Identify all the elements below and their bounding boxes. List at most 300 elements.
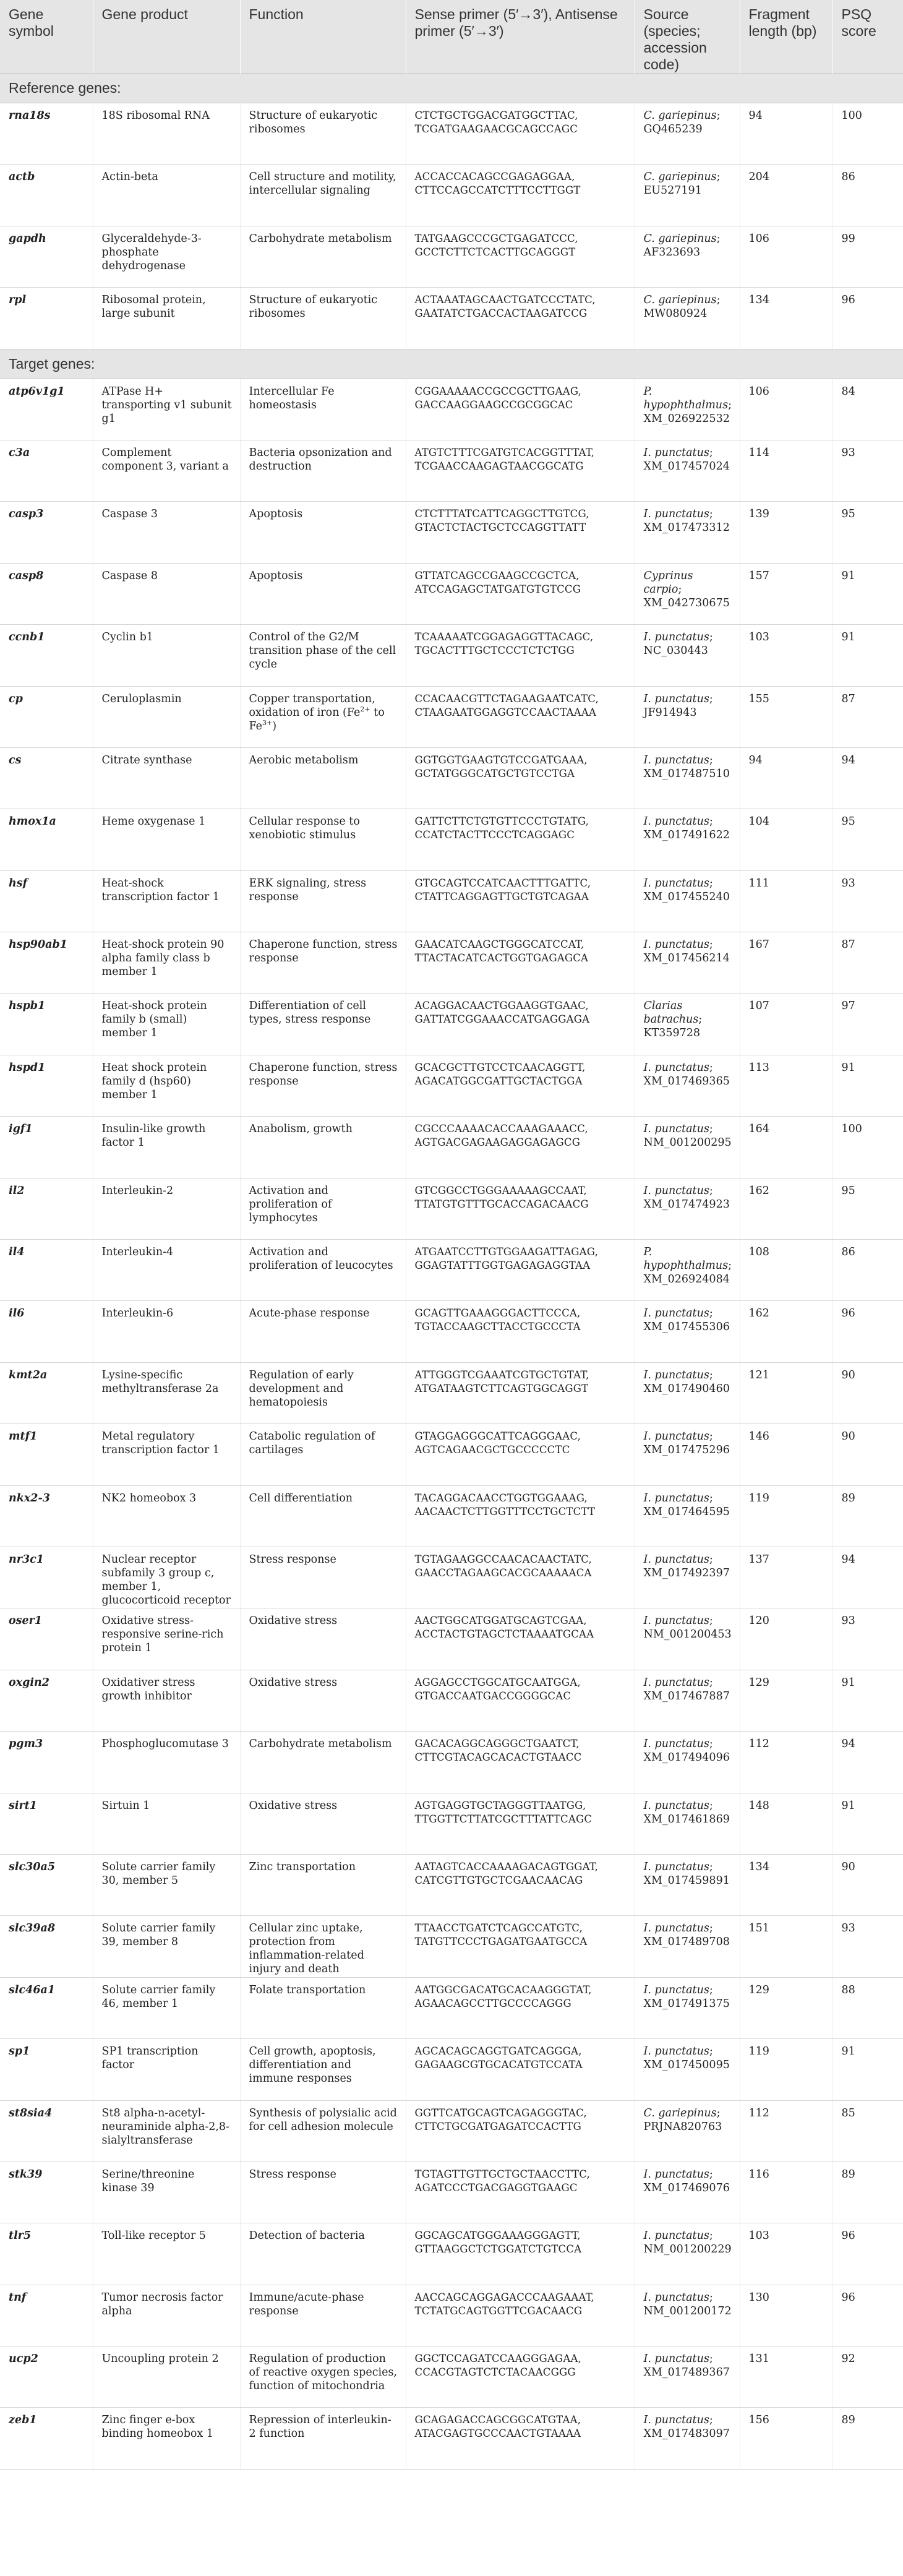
gene-function: Chaperone function, stress response xyxy=(240,932,406,994)
table-row xyxy=(0,288,903,349)
gene-function: Synthesis of polysialic acid for cell adhesion molecule xyxy=(240,2100,406,2162)
sense-primer: GTTATCAGCCGAAGCCGCTCA, xyxy=(414,569,580,582)
gene-function: Cell structure and motility, intercellular signaling xyxy=(240,165,406,226)
table-row xyxy=(0,809,903,870)
fragment-length: 94 xyxy=(740,103,832,165)
source-species: C. gariepinus xyxy=(643,171,717,184)
gene-product: Citrate synthase xyxy=(93,747,240,809)
source: C. gariepinus; AF323693 xyxy=(635,226,740,287)
psq-score: 97 xyxy=(832,994,903,1055)
header-psq-score: PSQ score xyxy=(832,0,903,74)
fragment-length: 148 xyxy=(740,1793,832,1854)
gene-symbol: actb xyxy=(0,165,93,226)
sense-primer: AGGAGCCTGGCATGCAATGGA, xyxy=(414,1676,581,1688)
sense-primer: TACAGGACAACCTGGTGGAAAG, xyxy=(414,1492,588,1504)
sense-primer: AATGGCGACATGCACAAGGGTAT, xyxy=(414,1983,592,1996)
antisense-primer: TGCACTTTGCTCCCTCTCTGG xyxy=(414,645,575,657)
source: C. gariepinus; PRJNA820763 xyxy=(635,2100,740,2162)
source: C. gariepinus; GQ465239 xyxy=(635,103,740,165)
header-row xyxy=(0,0,903,74)
gene-symbol: casp8 xyxy=(0,563,93,624)
source: Cyprinus carpio; XM_042730675 xyxy=(635,563,740,624)
table-row xyxy=(0,2100,903,2162)
table-row xyxy=(0,1670,903,1731)
antisense-primer: GGAGTATTTGGTGAGAGAGGTAA xyxy=(414,1260,591,1272)
gene-function: Activation and proliferation of lymphocytes xyxy=(240,1178,406,1239)
gene-function: Anabolism, growth xyxy=(240,1117,406,1178)
source-accession: XM_017487510 xyxy=(643,767,730,780)
gene-product: Glyceraldehyde-3-phosphate dehydrogenase xyxy=(93,226,240,287)
source-accession: XM_026924084 xyxy=(643,1273,730,1286)
source-species: I. punctatus xyxy=(643,1492,709,1505)
primer-pair xyxy=(406,1485,635,1547)
psq-score: 94 xyxy=(832,747,903,809)
psq-score: 84 xyxy=(832,379,903,440)
table-row xyxy=(0,563,903,624)
sense-primer: GCACGCTTGTCCTCAACAGGTT, xyxy=(414,1061,586,1073)
antisense-primer: AGAACAGCCTTGCCCCAGGG xyxy=(414,1997,571,2009)
source-species: I. punctatus xyxy=(643,1983,709,1996)
section-row-reference xyxy=(0,74,903,103)
gene-product: Heme oxygenase 1 xyxy=(93,809,240,870)
primer-pair xyxy=(406,1362,635,1423)
source-species: Cyprinus carpio xyxy=(643,569,693,596)
sense-primer: GGCAGCATGGGAAAGGGAGTT, xyxy=(414,2230,581,2242)
gene-product: NK2 homeobox 3 xyxy=(93,1485,240,1547)
source-species: I. punctatus xyxy=(643,631,709,644)
table-row xyxy=(0,625,903,686)
gene-function: Oxidative stress xyxy=(240,1793,406,1854)
psq-score: 96 xyxy=(832,1301,903,1362)
fragment-length: 104 xyxy=(740,809,832,870)
gene-symbol: gapdh xyxy=(0,226,93,287)
primer-pair xyxy=(406,1424,635,1485)
source-species: I. punctatus xyxy=(643,938,709,951)
source-species: I. punctatus xyxy=(643,1676,709,1689)
gene-product: Insulin-like growth factor 1 xyxy=(93,1117,240,1178)
gene-function: Copper transportation, oxidation of iron ($Fe^{2+}$ to $Fe^{3+}$) xyxy=(240,686,406,747)
antisense-primer: CTTCCAGCCATCTTTCCTTGGT xyxy=(414,184,581,197)
sense-primer: TGTAGTTGTTGCTGCTAACCTTC, xyxy=(414,2168,590,2180)
source-accession: KT359728 xyxy=(643,1027,701,1040)
table-row xyxy=(0,1608,903,1670)
fragment-length: 106 xyxy=(740,226,832,287)
gene-product: Caspase 3 xyxy=(93,502,240,563)
gene-product: SP1 transcription factor xyxy=(93,2039,240,2100)
primer-pair xyxy=(406,379,635,440)
primer-pair xyxy=(406,2285,635,2346)
fragment-length: 114 xyxy=(740,440,832,501)
antisense-primer: AACAACTCTTGGTTTCCTGCTCTT xyxy=(414,1505,596,1518)
source: I. punctatus; XM_017491622 xyxy=(635,809,740,870)
psq-score: 96 xyxy=(832,288,903,349)
antisense-primer: GTGACCAATGACCGGGGCAC xyxy=(414,1689,571,1702)
sense-primer: ACCACCACAGCCGAGAGGAA, xyxy=(414,171,575,183)
antisense-primer: AGTCAGAACGCTGCCCCCTC xyxy=(414,1444,570,1456)
primer-pair xyxy=(406,1178,635,1239)
source-accession: NM_001200229 xyxy=(643,2243,732,2256)
sense-primer: ATTGGGTCGAAATCGTGCTGTAT, xyxy=(414,1368,589,1381)
gene-symbol: il4 xyxy=(0,1240,93,1301)
antisense-primer: GATTATCGGAAACCATGAGGAGA xyxy=(414,1013,590,1026)
sense-primer: TGTAGAAGGCCAACACAACTATC, xyxy=(414,1553,592,1565)
source: I. punctatus; XM_017475296 xyxy=(635,1424,740,1485)
gene-symbol: mtf1 xyxy=(0,1424,93,1485)
psq-score: 92 xyxy=(832,2346,903,2408)
source-accession: XM_017461869 xyxy=(643,1813,730,1826)
gene-function: Activation and proliferation of leucocytes xyxy=(240,1240,406,1301)
source-species: I. punctatus xyxy=(643,1184,709,1197)
fragment-length: 112 xyxy=(740,2100,832,2162)
psq-score: 94 xyxy=(832,1547,903,1608)
gene-function: Apoptosis xyxy=(240,502,406,563)
gene-product: Metal regulatory transcription factor 1 xyxy=(93,1424,240,1485)
table-row xyxy=(0,870,903,932)
source: I. punctatus; XM_017490460 xyxy=(635,1362,740,1423)
source: P. hypophthalmus; XM_026924084 xyxy=(635,1240,740,1301)
source-accession: XM_017457024 xyxy=(643,460,730,473)
source-accession: XM_017455306 xyxy=(643,1321,730,1334)
table-row xyxy=(0,1178,903,1239)
antisense-primer: TCGATGAAGAACGCAGCCAGC xyxy=(414,123,578,135)
gene-symbol: slc39a8 xyxy=(0,1916,93,1977)
gene-symbol: kmt2a xyxy=(0,1362,93,1423)
psq-score: 99 xyxy=(832,226,903,287)
source-accession: XM_017459891 xyxy=(643,1874,730,1887)
sense-primer: ACAGGACAACTGGAAGGTGAAC, xyxy=(414,1000,589,1012)
primer-pair xyxy=(406,1240,635,1301)
table-row xyxy=(0,502,903,563)
fragment-length: 129 xyxy=(740,1977,832,2038)
primer-pair xyxy=(406,809,635,870)
table-row xyxy=(0,1240,903,1301)
gene-symbol: tnf xyxy=(0,2285,93,2346)
table-row xyxy=(0,686,903,747)
psq-score: 91 xyxy=(832,1670,903,1731)
fragment-length: 131 xyxy=(740,2346,832,2408)
gene-symbol: st8sia4 xyxy=(0,2100,93,2162)
table-row xyxy=(0,1854,903,1915)
source-accession: PRJNA820763 xyxy=(643,2120,722,2133)
sense-primer: GATTCTTCTGTGTTCCCTGTATG, xyxy=(414,815,589,828)
section-row-target xyxy=(0,349,903,379)
source-accession: XM_017473312 xyxy=(643,522,730,535)
primer-pair xyxy=(406,1547,635,1608)
antisense-primer: AGACATGGCGATTGCTACTGGA xyxy=(414,1075,583,1087)
psq-score: 87 xyxy=(832,686,903,747)
gene-symbol: igf1 xyxy=(0,1117,93,1178)
source: I. punctatus; XM_017492397 xyxy=(635,1547,740,1608)
antisense-primer: GCCTCTTCTCACTTGCAGGGT xyxy=(414,246,576,258)
gene-function: Stress response xyxy=(240,1547,406,1608)
source-accession: XM_017464595 xyxy=(643,1505,730,1518)
source: I. punctatus; XM_017483097 xyxy=(635,2408,740,2469)
gene-symbol: hspd1 xyxy=(0,1055,93,1116)
fragment-length: 139 xyxy=(740,502,832,563)
gene-symbol: atp6v1g1 xyxy=(0,379,93,440)
source: I. punctatus; NM_001200295 xyxy=(635,1117,740,1178)
primer-pair xyxy=(406,1732,635,1793)
source-accession: XM_017475296 xyxy=(643,1444,730,1457)
gene-product: Oxidativer stress growth inhibitor xyxy=(93,1670,240,1731)
sense-primer: AATAGTCACCAAAAGACAGTGGAT, xyxy=(414,1860,599,1873)
gene-product: Uncoupling protein 2 xyxy=(93,2346,240,2408)
psq-score: 93 xyxy=(832,1608,903,1670)
gene-product: Serine/threonine kinase 39 xyxy=(93,2162,240,2223)
source-species: I. punctatus xyxy=(643,753,709,766)
source: I. punctatus; NC_030443 xyxy=(635,625,740,686)
source-accession: XM_017494096 xyxy=(643,1751,730,1764)
primer-pair xyxy=(406,2100,635,2162)
table-body xyxy=(0,74,903,2470)
antisense-primer: GAACCTAGAAGCACGCAAAAACA xyxy=(414,1566,592,1579)
gene-symbol: hsf xyxy=(0,870,93,932)
sense-primer: CGGAAAAACCGCCGCTTGAAG, xyxy=(414,385,582,397)
source: I. punctatus; XM_017467887 xyxy=(635,1670,740,1731)
gene-product: Interleukin-4 xyxy=(93,1240,240,1301)
source-accession: XM_017450095 xyxy=(643,2059,730,2072)
gene-symbol: rpl xyxy=(0,288,93,349)
gene-symbol: ccnb1 xyxy=(0,625,93,686)
gene-product: Nuclear receptor subfamily 3 group c, member 1, glucocorticoid receptor xyxy=(93,1547,240,1608)
source-accession: XM_017491622 xyxy=(643,829,730,842)
sense-primer: GTCGGCCTGGGAAAAAGCCAAT, xyxy=(414,1184,587,1196)
gene-product: Sirtuin 1 xyxy=(93,1793,240,1854)
gene-function: Intercellular Fe homeostasis xyxy=(240,379,406,440)
source: I. punctatus; XM_017461869 xyxy=(635,1793,740,1854)
primer-pair xyxy=(406,1301,635,1362)
gene-symbol: stk39 xyxy=(0,2162,93,2223)
table-row xyxy=(0,1055,903,1116)
sense-primer: TATGAAGCCCGCTGAGATCCC, xyxy=(414,232,578,244)
fragment-length: 146 xyxy=(740,1424,832,1485)
source-species: I. punctatus xyxy=(643,1307,709,1320)
gene-function: Catabolic regulation of cartilages xyxy=(240,1424,406,1485)
primer-pair xyxy=(406,932,635,994)
source: C. gariepinus; EU527191 xyxy=(635,165,740,226)
primer-pair xyxy=(406,2223,635,2285)
gene-product: St8 alpha-n-acetyl-neuraminide alpha-2,8-sialyltransferase xyxy=(93,2100,240,2162)
antisense-primer: AGTGACGAGAAGAGGAGAGCG xyxy=(414,1136,581,1149)
gene-function: Zinc transportation xyxy=(240,1854,406,1915)
antisense-primer: CATCGTTGTGCTCGAACAACAG xyxy=(414,1874,583,1886)
gene-symbol: hspb1 xyxy=(0,994,93,1055)
gene-symbol: casp3 xyxy=(0,502,93,563)
psq-score: 93 xyxy=(832,870,903,932)
source: I. punctatus; XM_017473312 xyxy=(635,502,740,563)
antisense-primer: GTACTCTACTGCTCCAGGTTATT xyxy=(414,522,586,534)
gene-function: Folate transportation xyxy=(240,1977,406,2038)
gene-symbol: zeb1 xyxy=(0,2408,93,2469)
source-accession: XM_042730675 xyxy=(643,596,730,609)
source-species: P. hypophthalmus xyxy=(643,385,729,411)
table-row xyxy=(0,440,903,501)
source-accession: XM_017491375 xyxy=(643,1997,730,2010)
table-row xyxy=(0,1301,903,1362)
fragment-length: 129 xyxy=(740,1670,832,1731)
psq-score: 93 xyxy=(832,1916,903,1977)
sense-primer: CTCTGCTGGACGATGGCTTAC, xyxy=(414,109,578,121)
sense-primer: GCAGAGACCAGCGGCATGTAA, xyxy=(414,2414,581,2426)
header-fragment-length: Fragment length (bp) xyxy=(740,0,832,74)
source-accession: EU527191 xyxy=(643,184,702,197)
source-species: C. gariepinus xyxy=(643,2106,717,2119)
primer-pair xyxy=(406,440,635,501)
psq-score: 91 xyxy=(832,1055,903,1116)
sense-primer: CTCTTTATCATTCAGGCTTGTCG, xyxy=(414,508,589,520)
table-row xyxy=(0,994,903,1055)
gene-function: Regulation of early development and hematopoiesis xyxy=(240,1362,406,1423)
table-row xyxy=(0,1117,903,1178)
psq-score: 87 xyxy=(832,932,903,994)
source: I. punctatus; XM_017487510 xyxy=(635,747,740,809)
psq-score: 91 xyxy=(832,625,903,686)
table-row xyxy=(0,1916,903,1977)
source-species: I. punctatus xyxy=(643,1368,709,1381)
gene-function: Carbohydrate metabolism xyxy=(240,1732,406,1793)
fragment-length: 162 xyxy=(740,1178,832,1239)
gene-product: ATPase H+ transporting v1 subunit g1 xyxy=(93,379,240,440)
gene-function: Detection of bacteria xyxy=(240,2223,406,2285)
sense-primer: GTAGGAGGGCATTCAGGGAAC, xyxy=(414,1430,581,1443)
gene-symbol: cs xyxy=(0,747,93,809)
gene-function: Cellular response to xenobiotic stimulus xyxy=(240,809,406,870)
psq-score: 95 xyxy=(832,502,903,563)
sense-primer: TCAAAAATCGGAGAGGTTACAGC, xyxy=(414,631,594,643)
psq-score: 89 xyxy=(832,1485,903,1547)
gene-function: Aerobic metabolism xyxy=(240,747,406,809)
source-species: I. punctatus xyxy=(643,815,709,828)
source-accession: XM_017489367 xyxy=(643,2366,730,2379)
section-label-reference: Reference genes: xyxy=(0,74,903,103)
gene-product: Phosphoglucomutase 3 xyxy=(93,1732,240,1793)
gene-product: Actin-beta xyxy=(93,165,240,226)
primer-pair xyxy=(406,1793,635,1854)
gene-function: Cellular zinc uptake, protection from inflammation-related injury and death xyxy=(240,1916,406,1977)
source-accession: XM_017469076 xyxy=(643,2181,730,2194)
psq-score: 90 xyxy=(832,1424,903,1485)
primer-pair xyxy=(406,1977,635,2038)
source: I. punctatus; NM_001200453 xyxy=(635,1608,740,1670)
gene-symbol: hmox1a xyxy=(0,809,93,870)
source: I. punctatus; XM_017456214 xyxy=(635,932,740,994)
primer-pair xyxy=(406,563,635,624)
source: I. punctatus; XM_017455306 xyxy=(635,1301,740,1362)
table-row xyxy=(0,1977,903,2038)
table-row xyxy=(0,2223,903,2285)
source-accession: XM_017455240 xyxy=(643,890,730,903)
gene-product: Ceruloplasmin xyxy=(93,686,240,747)
primer-pair xyxy=(406,288,635,349)
antisense-primer: GAGAAGCGTGCACATGTCCATA xyxy=(414,2059,583,2071)
gene-symbol: oser1 xyxy=(0,1608,93,1670)
fragment-length: 137 xyxy=(740,1547,832,1608)
fragment-length: 108 xyxy=(740,1240,832,1301)
psq-score: 86 xyxy=(832,1240,903,1301)
gene-symbol: slc46a1 xyxy=(0,1977,93,2038)
gene-product: Complement component 3, variant a xyxy=(93,440,240,501)
fragment-length: 103 xyxy=(740,2223,832,2285)
header-primers: Sense primer (5′→3′), Antisense primer (5′→3′) xyxy=(406,0,635,74)
source: I. punctatus; XM_017455240 xyxy=(635,870,740,932)
antisense-primer: GACCAAGGAAGCCGCGGCAC xyxy=(414,398,573,411)
gene-symbol: c3a xyxy=(0,440,93,501)
source-species: I. punctatus xyxy=(643,1738,709,1751)
table-row xyxy=(0,379,903,440)
psq-score: 91 xyxy=(832,563,903,624)
gene-function: Oxidative stress xyxy=(240,1670,406,1731)
gene-product: Cyclin b1 xyxy=(93,625,240,686)
sense-primer: GCAGTTGAAAGGGACTTCCCA, xyxy=(414,1307,581,1320)
source: C. gariepinus; MW080924 xyxy=(635,288,740,349)
psq-score: 91 xyxy=(832,1793,903,1854)
table-row xyxy=(0,1424,903,1485)
fragment-length: 162 xyxy=(740,1301,832,1362)
antisense-primer: ATACGAGTGCCCAACTGTAAAA xyxy=(414,2428,581,2440)
fragment-length: 167 xyxy=(740,932,832,994)
source-accession: XM_017474923 xyxy=(643,1198,730,1211)
source-species: I. punctatus xyxy=(643,2291,709,2304)
fragment-length: 119 xyxy=(740,1485,832,1547)
sense-primer: TTAACCTGATCTCAGCCATGTC, xyxy=(414,1922,583,1934)
sense-primer: GTGCAGTCCATCAACTTTGATTC, xyxy=(414,877,591,889)
psq-score: 90 xyxy=(832,1854,903,1915)
source-species: I. punctatus xyxy=(643,877,709,890)
gene-function: Chaperone function, stress response xyxy=(240,1055,406,1116)
antisense-primer: CCATCTACTTCCCTCAGGAGC xyxy=(414,829,575,841)
table-row xyxy=(0,2285,903,2346)
gene-function: Differentiation of cell types, stress response xyxy=(240,994,406,1055)
primer-pair xyxy=(406,1670,635,1731)
fragment-length: 130 xyxy=(740,2285,832,2346)
gene-product: Toll-like receptor 5 xyxy=(93,2223,240,2285)
psq-score: 93 xyxy=(832,440,903,501)
gene-symbol: cp xyxy=(0,686,93,747)
psq-score: 100 xyxy=(832,1117,903,1178)
sense-primer: ATGTCTTTCGATGTCACGGTTTAT, xyxy=(414,446,595,458)
antisense-primer: TCTATGCAGTGGTTCGACAACG xyxy=(414,2304,583,2317)
source-accession: XM_017483097 xyxy=(643,2428,730,2441)
gene-product: Heat-shock transcription factor 1 xyxy=(93,870,240,932)
sense-primer: GGTGGTGAAGTGTCCGATGAAA, xyxy=(414,753,588,766)
antisense-primer: AGATCCCTGACGAGGTGAAGC xyxy=(414,2181,578,2194)
gene-product: Interleukin-2 xyxy=(93,1178,240,1239)
gene-product: Oxidative stress-responsive serine-rich protein 1 xyxy=(93,1608,240,1670)
primer-pair xyxy=(406,502,635,563)
header-gene-symbol: Gene symbol xyxy=(0,0,93,74)
source: I. punctatus; XM_017489708 xyxy=(635,1916,740,1977)
psq-score: 95 xyxy=(832,1178,903,1239)
gene-function: Structure of eukaryotic ribosomes xyxy=(240,103,406,165)
table-row xyxy=(0,1793,903,1854)
gene-symbol: oxgin2 xyxy=(0,1670,93,1731)
gene-function: Cell growth, apoptosis, differentiation and immune responses xyxy=(240,2039,406,2100)
table-row xyxy=(0,1732,903,1793)
fragment-length: 155 xyxy=(740,686,832,747)
gene-function: Regulation of production of reactive oxygen species, function of mitochondria xyxy=(240,2346,406,2408)
primer-pair xyxy=(406,2162,635,2223)
sense-primer: AGCACAGCAGGTGATCAGGGA, xyxy=(414,2045,582,2058)
psq-score: 85 xyxy=(832,2100,903,2162)
table-row xyxy=(0,747,903,809)
table-row xyxy=(0,2408,903,2469)
primer-pair xyxy=(406,1117,635,1178)
table-row xyxy=(0,1485,903,1547)
fragment-length: 151 xyxy=(740,1916,832,1977)
table-row xyxy=(0,2039,903,2100)
primer-pair xyxy=(406,747,635,809)
source-species: C. gariepinus xyxy=(643,109,717,122)
